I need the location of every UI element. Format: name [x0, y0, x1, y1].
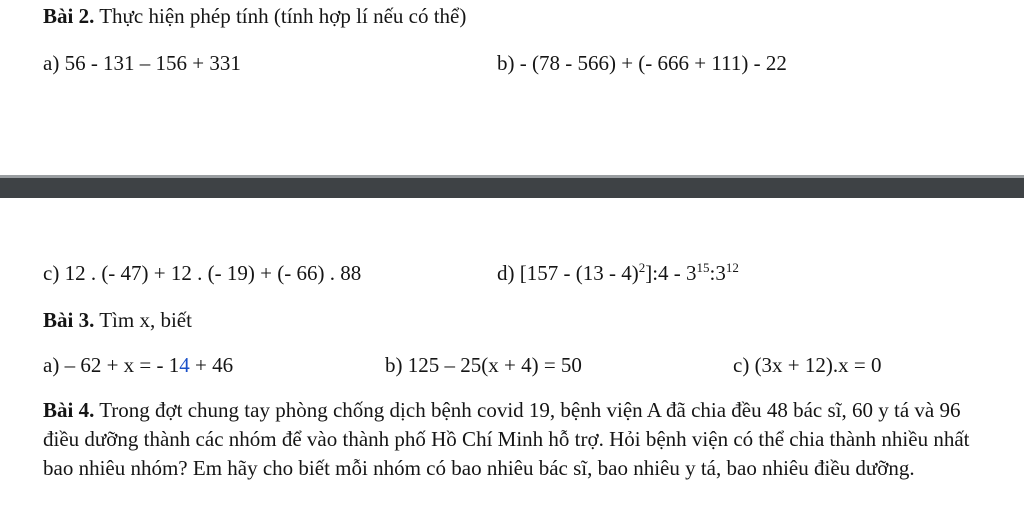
bai3-item-a — [43, 352, 233, 378]
bai2-d-prefix: d) [157 - (13 - 4) — [497, 261, 639, 285]
bai3-title: Bài 3. — [43, 308, 95, 332]
bai2-instruction: Thực hiện phép tính (tính hợp lí nếu có thể) — [99, 4, 467, 28]
bai2-d-exp2: 15 — [696, 260, 710, 275]
bai4-text: Trong đợt chung tay phòng chống dịch bệnh covid 19, bệnh viện A đã chia đều 48 bác sĩ, 60 y tá và 96 điều dưỡng thành các nhóm để vào thành phố Hồ Chí Minh hỗ trợ. Hỏi bệnh viện có thể chia thành nhiều nhất bao nhiêu nhóm? Em hãy cho biết mỗi nhóm có bao nhiêu bác sĩ, bao nhiêu y tá, bao nhiêu điều dưỡng. — [43, 398, 970, 480]
bai3-a-pre: a) – 62 + x = - 1 — [43, 353, 180, 377]
bai3-heading — [43, 307, 192, 333]
bai3-a-highlight: 4 — [179, 353, 190, 377]
bai2-heading — [43, 3, 466, 29]
bai2-d-mid2: :3 — [709, 261, 726, 285]
bai2-title: Bài 2. — [43, 4, 95, 28]
bai2-item-b: b) - (78 - 566) + (- 666 + 111) - 22 — [497, 51, 787, 75]
bai3-instruction: Tìm x, biết — [99, 308, 192, 332]
bai2-d-exp3: 12 — [725, 260, 739, 275]
bai3-item-c: c) (3x + 12).x = 0 — [733, 353, 882, 377]
bai2-item-a: a) 56 - 131 – 156 + 331 — [43, 51, 241, 75]
bai4-paragraph — [43, 396, 993, 483]
bai4-title: Bài 4. — [43, 398, 95, 422]
bai2-item-d — [497, 260, 739, 286]
bai2-d-mid: ]:4 - 3 — [645, 261, 697, 285]
page-divider — [0, 175, 1024, 198]
bai3-a-post: + 46 — [189, 353, 234, 377]
bai2-d-exp1: 2 — [638, 260, 646, 275]
bai2-item-c: c) 12 . (- 47) + 12 . (- 19) + (- 66) . 88 — [43, 261, 362, 285]
bai3-item-b: b) 125 – 25(x + 4) = 50 — [385, 353, 582, 377]
